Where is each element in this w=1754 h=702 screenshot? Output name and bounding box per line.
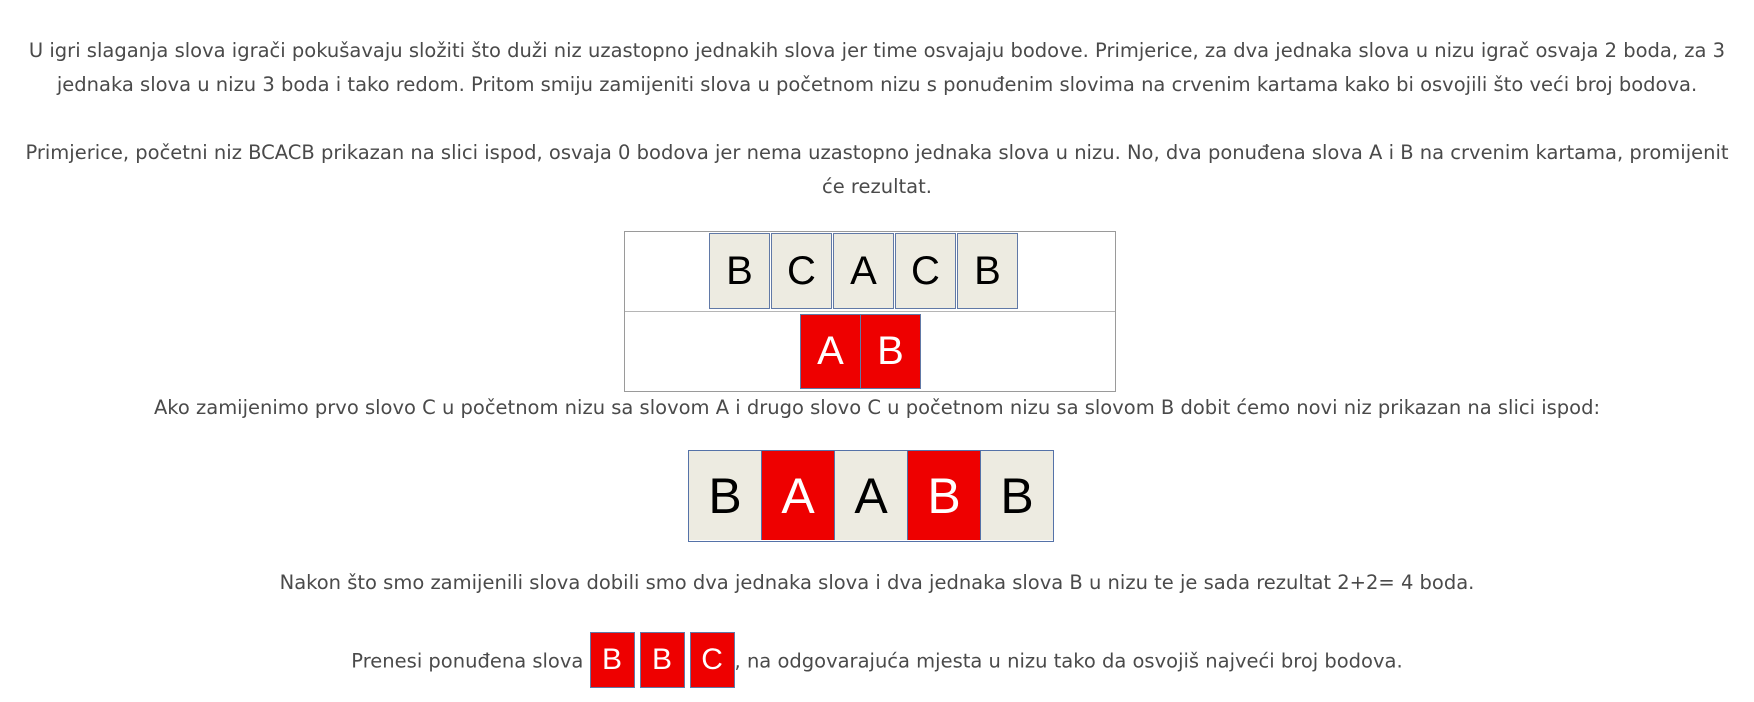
task-suffix: , na odgovarajuća mjesta u nizu tako da osvojiš najveći broj bodova. [734, 649, 1403, 673]
intro-paragraph: U igri slaganja slova igrači pokušavaju složiti što duži niz uzastopno jednakih slova jer time osvajaju bodove. Primjerice, za dva jednaka slova u nizu igrač osvaja 2 boda, za 3 jednaka slova u nizu 3 boda i tako redom. Pritom smiju zamijeniti slova u početnom nizu s ponuđenim slovima na crvenim kartama kako bi osvojili što veći broj bodova. [28, 39, 1726, 96]
replace-paragraph: Ako zamijenimo prvo slovo C u početnom nizu sa slovom A i drugo slovo C u početnom nizu sa slovom B dobit ćemo novi niz prikazan na slici ispod: [153, 396, 1601, 419]
initial-tile: B [709, 233, 770, 309]
draggable-card-b[interactable]: B [640, 632, 685, 688]
offered-red-card: A [800, 314, 861, 389]
result-tile: A [835, 451, 908, 540]
task-instruction [0, 634, 1754, 690]
initial-tile: C [771, 233, 832, 309]
example-paragraph: Primjerice, početni niz BCACB prikazan na slici ispod, osvaja 0 bodova jer nema uzastopno jednaka slova u nizu. No, dva ponuđena slova A i B na crvenim kartama, promijenit će rezultat. [25, 141, 1729, 198]
initial-tile: A [833, 233, 894, 309]
initial-tile: C [895, 233, 956, 309]
task-prefix: Prenesi ponuđena slova [351, 649, 590, 673]
draggable-card-c[interactable]: C [690, 632, 735, 688]
result-tile: B [908, 451, 981, 540]
result-tile: B [981, 451, 1053, 540]
draggable-cards [590, 643, 735, 676]
result-tile: B [689, 451, 762, 540]
offered-red-card: B [860, 314, 921, 389]
board-divider [625, 311, 1115, 312]
initial-tile: B [957, 233, 1018, 309]
draggable-card-b[interactable]: B [590, 632, 635, 688]
score-paragraph: Nakon što smo zamijenili slova dobili smo dva jednaka slova i dva jednaka slova B u nizu te je sada rezultat 2+2= 4 boda. [279, 571, 1475, 594]
result-tile: A [762, 451, 835, 540]
